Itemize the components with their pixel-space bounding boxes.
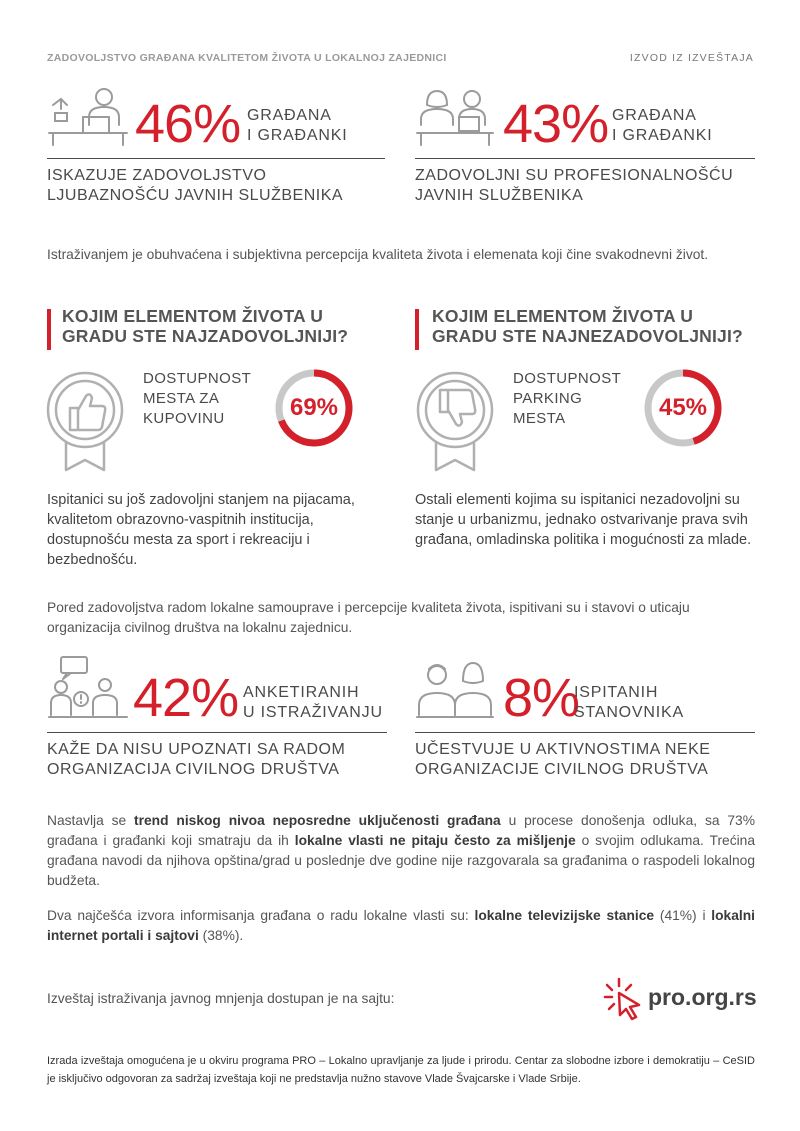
stat-caption-line2: JAVNIH SLUŽBENIKA [415, 187, 584, 204]
text-emphasis: lokalni internet portali i sajtovi [47, 908, 755, 943]
cursor-click-icon[interactable] [603, 977, 645, 1025]
question-title-line2: GRADU STE NAJZADOVOLJNIJI? [62, 326, 349, 346]
website-link[interactable]: pro.org.rs [648, 984, 757, 1010]
stat-caption-line1: ISKAZUJE ZADOVOLJSTVO [47, 167, 267, 184]
stat-43 [415, 85, 755, 210]
stat-percent: 43% [503, 94, 609, 154]
intro-paragraph: Istraživanjem je obuhvaćena i subjektivna percepcija kvaliteta života i elemenata koji čine svakodnevni život. [47, 247, 709, 262]
text-emphasis: lokalne vlasti ne pitaju često za mišljenje [294, 833, 576, 848]
question-title-line1: KOJIM ELEMENTOM ŽIVOTA U [62, 306, 324, 326]
report-label: IZVOD IZ IZVEŠTAJA [629, 52, 754, 64]
divider [47, 732, 387, 733]
text-run: Dva najčešća izvora informisanja građana o radu lokalne vlasti su: [47, 908, 475, 923]
accent-bar [47, 309, 51, 350]
thumbs-down-badge-icon [410, 368, 500, 473]
element-label-line3: MESTA [513, 410, 566, 427]
element-label-line2: PARKING [513, 390, 583, 407]
participation-paragraph [47, 811, 755, 891]
stat-caption-line1: ZADOVOLJNI SU PROFESIONALNOŠĆU [415, 167, 734, 184]
report-availability-line: Izveštaj istraživanja javnog mnjenja dostupan je na sajtu: [47, 991, 395, 1006]
group-question-icon [47, 655, 129, 721]
stat-42 [47, 655, 387, 785]
stat-label-line1: GRAĐANA [247, 107, 332, 124]
stat-8 [415, 655, 755, 785]
element-label-line3: KUPOVINU [143, 410, 225, 427]
donut-chart [642, 367, 724, 449]
text-emphasis: lokalne televizijske stanice [474, 908, 655, 923]
text-run: (41%) i [654, 908, 712, 923]
stat-46 [47, 85, 385, 210]
element-label-line1: DOSTUPNOST [513, 370, 622, 387]
element-label-line2: MESTA ZA [143, 390, 220, 407]
accent-bar [415, 309, 419, 350]
stat-label-line1: ISPITANIH [574, 684, 659, 701]
stat-caption-line2: ORGANIZACIJE CIVILNOG DRUŠTVA [415, 761, 709, 778]
stat-caption-line2: ORGANIZACIJA CIVILNOG DRUŠTVA [47, 761, 340, 778]
footer-disclaimer: Izrada izveštaja omogućena je u okviru programa PRO – Lokalno upravljanje za ljude i prirodu. Centar za slobodne izbore i demokratiju – CeSID je isključivo odgovoran za sadržaj izveštaja koji ne predstavlja nužno stavove Vlade Švajcarske i Vlade Srbije. [47, 1055, 755, 1085]
question-paragraph: Ispitanici su još zadovoljni stanjem na pijacama, kvalitetom obrazovno-vaspitnih institucija, dostupnošću mesta za sport i rekreaciju i bezbednošću. [47, 492, 355, 568]
text-run: Nastavlja se [47, 813, 135, 828]
information-sources-paragraph [47, 906, 755, 946]
text-run: (38%). [198, 928, 244, 943]
text-run: o svojim odlukama. Trećina građana navodi da njihova opština/grad u poslednje dve godine nije razgovarala sa građanima o raspodeli lokalnog budžeta. [47, 833, 756, 888]
man-woman-icon [415, 655, 495, 721]
donut-value: 69% [289, 394, 339, 421]
text-emphasis: trend niskog nivoa neposredne uključenosti građana [134, 813, 501, 828]
stat-caption-line1: KAŽE DA NISU UPOZNATI SA RADOM [47, 741, 346, 758]
donut-value: 45% [658, 394, 708, 421]
stat-caption-line2: LJUBAZNOŠĆU JAVNIH SLUŽBENIKA [47, 187, 344, 204]
divider [415, 158, 755, 159]
stat-caption-line1: UČESTVUJE U AKTIVNOSTIMA NEKE [415, 741, 711, 758]
text-run: u procese donošenja odluka, sa 73% građana i građanki koji smatraju da ih [47, 813, 755, 848]
stat-label-line1: ANKETIRANIH [243, 684, 360, 701]
stat-percent: 42% [133, 668, 239, 728]
report-subtitle: ZADOVOLJSTVO GRAĐANA KVALITETOM ŽIVOTA U LOKALNOJ ZAJEDNICI [47, 52, 447, 64]
question-paragraph: Ostali elementi kojima su ispitanici nezadovoljni su stanje u urbanizmu, jednako ostvarivanje prava svih građana, omladinska politika i mogućnosti za mlade. [415, 492, 752, 548]
divider [415, 732, 755, 733]
middle-paragraph: Pored zadovoljstva radom lokalne samouprave i percepcije kvaliteta života, ispitivani su i stavovi o uticaju organizacija civilnog društva na lokalnu zajednicu. [47, 600, 690, 635]
two-clerks-icon [415, 85, 495, 147]
element-label-line1: DOSTUPNOST [143, 370, 252, 387]
thumbs-up-badge-icon [40, 368, 130, 473]
stat-label-line2: I GRAĐANKI [247, 127, 348, 144]
stat-label-line2: U ISTRAŽIVANJU [243, 704, 383, 721]
divider [47, 158, 385, 159]
question-title-line1: KOJIM ELEMENTOM ŽIVOTA U [432, 306, 694, 326]
clerk-desk-icon [47, 85, 129, 147]
stat-label-line1: GRAĐANA [612, 107, 697, 124]
stat-percent: 8% [503, 668, 580, 728]
question-title-line2: GRADU STE NAJNEZADOVOLJNIJI? [432, 326, 743, 346]
stat-label-line2: I GRAĐANKI [612, 127, 713, 144]
stat-label-line2: STANOVNIKA [574, 704, 684, 721]
donut-chart [273, 367, 355, 449]
stat-percent: 46% [135, 94, 241, 154]
